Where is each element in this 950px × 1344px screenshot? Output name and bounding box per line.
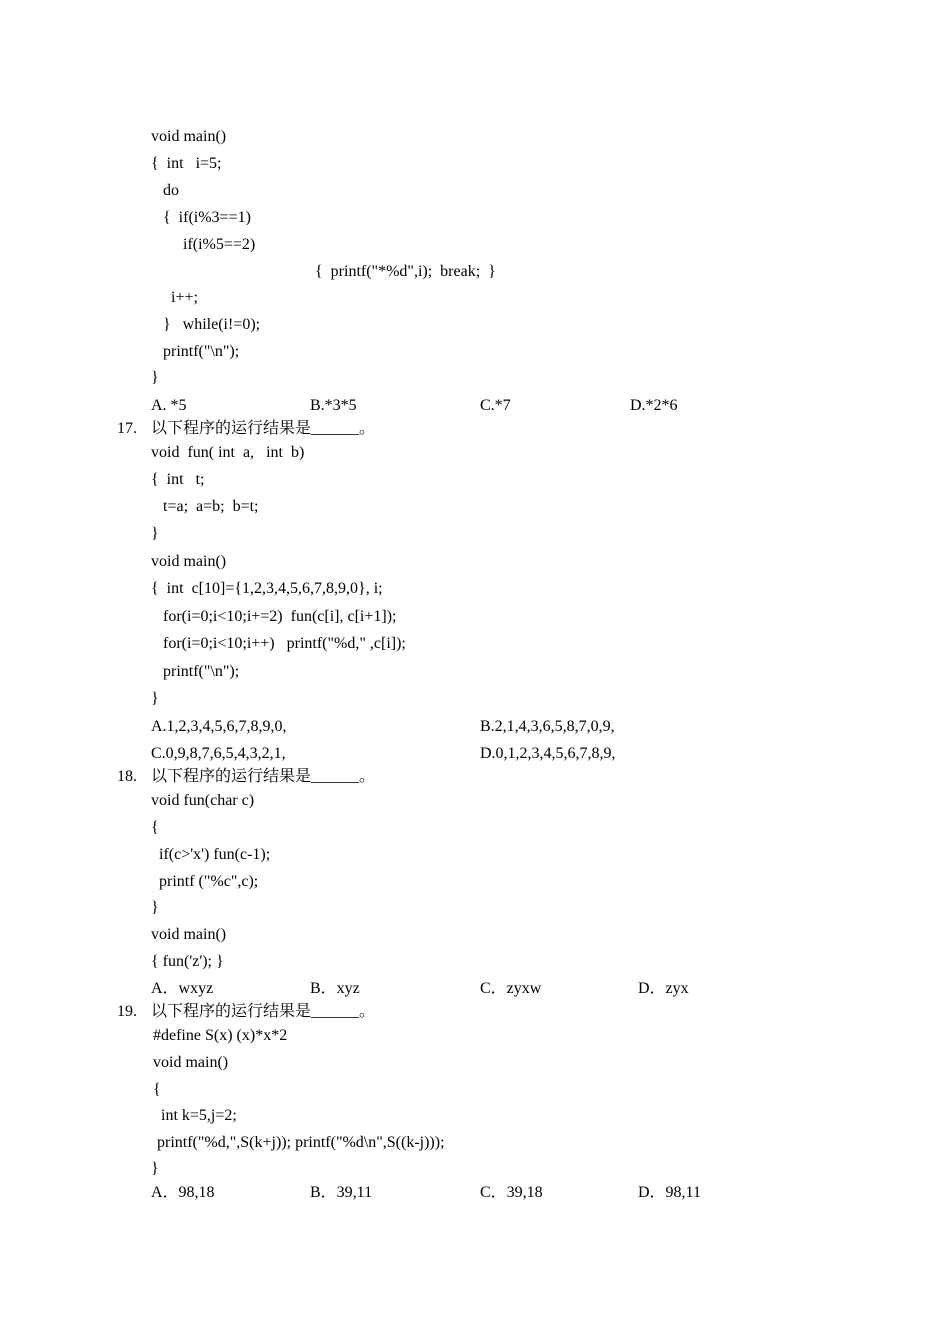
code-line: void fun( int a, int b) xyxy=(151,444,305,461)
option-b: B．39,11 xyxy=(310,1184,373,1201)
code-line: { int i=5; xyxy=(151,155,222,172)
option-c: C.*7 xyxy=(480,397,511,414)
option-b: B．xyz xyxy=(310,980,360,997)
option-a: A．wxyz xyxy=(151,980,214,997)
code-line: } xyxy=(151,1160,159,1177)
code-line: void main() xyxy=(151,128,227,145)
code-line: printf ("%c",c); xyxy=(151,873,259,890)
option-d: D.*2*6 xyxy=(630,397,678,414)
code-line: printf("\n"); xyxy=(151,663,240,680)
option-a: A.1,2,3,4,5,6,7,8,9,0, xyxy=(151,718,287,735)
code-line: for(i=0;i<10;i++) printf("%d," ,c[i]); xyxy=(151,635,406,652)
code-line: { int c[10]={1,2,3,4,5,6,7,8,9,0}, i; xyxy=(151,580,383,597)
question-prompt: 以下程序的运行结果是______。 xyxy=(151,1003,376,1020)
code-line: } xyxy=(151,525,159,542)
question-prompt: 以下程序的运行结果是______。 xyxy=(151,768,376,785)
option-d: D．zyx xyxy=(638,980,689,997)
code-line: { xyxy=(153,1081,161,1098)
code-line: } xyxy=(151,690,159,707)
code-line: if(i%5==2) xyxy=(151,236,256,253)
code-line: void main() xyxy=(151,926,227,943)
option-b: B.2,1,4,3,6,5,8,7,0,9, xyxy=(480,718,615,735)
code-line: printf("\n"); xyxy=(151,343,240,360)
option-c: C．zyxw xyxy=(480,980,542,997)
code-line: } xyxy=(151,369,159,386)
code-line: void fun(char c) xyxy=(151,792,255,809)
code-line: } while(i!=0); xyxy=(151,316,261,333)
code-line: void main() xyxy=(151,553,227,570)
option-c: C.0,9,8,7,6,5,4,3,2,1, xyxy=(151,745,286,762)
code-line: printf("%d,",S(k+j)); printf("%d\n",S((k-j))); xyxy=(153,1134,445,1151)
option-a: A．98,18 xyxy=(151,1184,215,1201)
option-d: D.0,1,2,3,4,5,6,7,8,9, xyxy=(480,745,616,762)
code-line: { if(i%3==1) xyxy=(151,209,251,226)
option-d: D．98,11 xyxy=(638,1184,701,1201)
code-line: do xyxy=(151,182,179,199)
code-line: { fun('z'); } xyxy=(151,953,224,970)
code-line: } xyxy=(151,899,159,916)
code-line: { printf("*%d",i); break; } xyxy=(315,263,496,280)
option-c: C．39,18 xyxy=(480,1184,543,1201)
code-line: void main() xyxy=(153,1054,229,1071)
code-line: { int t; xyxy=(151,471,205,488)
option-b: B.*3*5 xyxy=(310,397,357,414)
code-line: #define S(x) (x)*x*2 xyxy=(153,1027,288,1044)
question-number: 17. xyxy=(117,420,137,437)
option-a: A. *5 xyxy=(151,397,187,414)
code-line: i++; xyxy=(151,289,198,306)
question-number: 19. xyxy=(117,1003,137,1020)
code-line: for(i=0;i<10;i+=2) fun(c[i], c[i+1]); xyxy=(151,608,397,625)
code-line: if(c>'x') fun(c-1); xyxy=(151,846,271,863)
code-line: int k=5,j=2; xyxy=(153,1107,237,1124)
question-number: 18. xyxy=(117,768,137,785)
code-line: { xyxy=(151,819,159,836)
question-prompt: 以下程序的运行结果是______。 xyxy=(151,420,376,437)
code-line: t=a; a=b; b=t; xyxy=(151,498,259,515)
